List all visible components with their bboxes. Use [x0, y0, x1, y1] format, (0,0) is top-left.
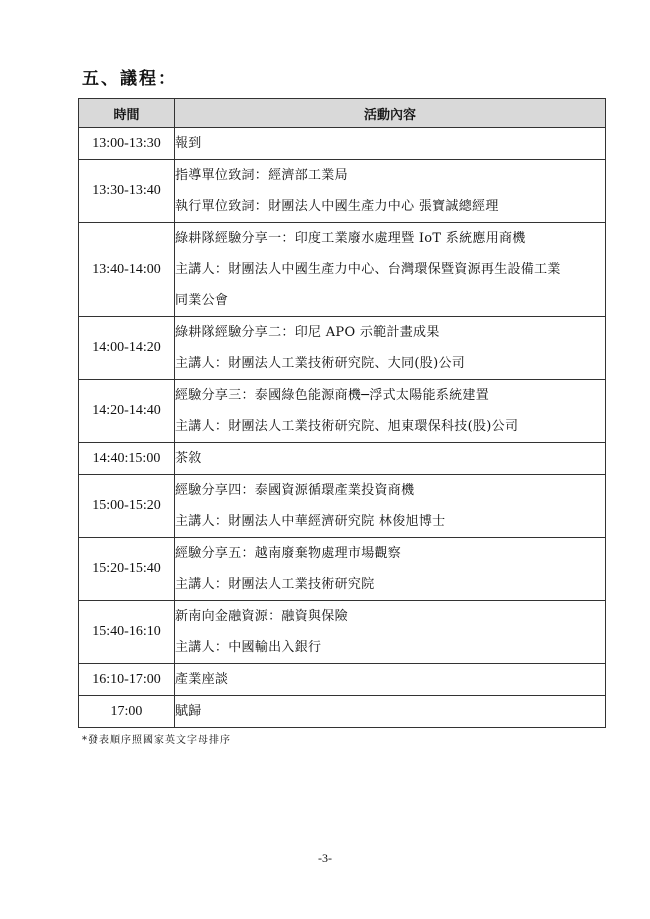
table-row [79, 160, 606, 223]
table-row [79, 380, 606, 443]
table-row [79, 538, 606, 601]
section-heading: 五、議程： [82, 69, 177, 89]
table-row [79, 475, 606, 538]
row-time: 13:00-13:30 [79, 128, 175, 160]
content-line: 茶敘 [175, 451, 202, 466]
content-line: 報到 [175, 136, 202, 151]
footnote: *發表順序照國家英文字母排序 [82, 735, 231, 746]
row-content [175, 160, 606, 223]
content-line: 賦歸 [175, 704, 202, 719]
table-row [79, 601, 606, 664]
content-line: 主講人：財團法人工業技術研究院、旭東環保科技(股)公司 [175, 419, 519, 434]
content-line: 綠耕隊經驗分享一：印度工業廢水處理暨 IoT 系統應用商機 [175, 231, 526, 246]
row-time: 15:40-16:10 [79, 601, 175, 664]
row-content [175, 601, 606, 664]
row-time: 14:40:15:00 [79, 443, 175, 475]
row-time: 14:20-14:40 [79, 380, 175, 443]
row-time: 16:10-17:00 [79, 664, 175, 696]
row-content [175, 475, 606, 538]
content-line: 經驗分享三：泰國綠色能源商機─浮式太陽能系統建置 [175, 388, 490, 403]
content-line: 主講人：中國輸出入銀行 [175, 640, 322, 655]
table-row [79, 317, 606, 380]
row-content [175, 317, 606, 380]
table-row [79, 128, 606, 160]
row-content [175, 664, 606, 696]
content-line: 新南向金融資源：融資與保險 [175, 609, 348, 624]
content-line: 經驗分享四：泰國資源循環產業投資商機 [175, 483, 415, 498]
row-content [175, 128, 606, 160]
header-content: 活動內容 [175, 99, 606, 128]
table-row [79, 443, 606, 475]
content-line: 執行單位致詞：財團法人中國生產力中心 張寶誠總經理 [175, 199, 499, 214]
table-row [79, 664, 606, 696]
row-time: 13:30-13:40 [79, 160, 175, 223]
content-line: 主講人：財團法人工業技術研究院 [175, 577, 375, 592]
page-number: -3- [318, 851, 332, 865]
content-line: 經驗分享五：越南廢棄物處理市場觀察 [175, 546, 402, 561]
row-content [175, 696, 606, 728]
header-time: 時間 [79, 99, 175, 128]
row-time: 14:00-14:20 [79, 317, 175, 380]
table-header-row [79, 99, 606, 128]
row-content [175, 538, 606, 601]
content-line: 主講人：財團法人工業技術研究院、大同(股)公司 [175, 356, 466, 371]
content-line: 指導單位致詞：經濟部工業局 [175, 168, 348, 183]
row-time: 15:20-15:40 [79, 538, 175, 601]
table-row [79, 696, 606, 728]
row-time: 15:00-15:20 [79, 475, 175, 538]
row-content [175, 443, 606, 475]
row-content [175, 223, 606, 317]
agenda-table [78, 98, 606, 728]
content-line: 綠耕隊經驗分享二：印尼 APO 示範計畫成果 [175, 325, 440, 340]
row-content [175, 380, 606, 443]
row-time: 17:00 [79, 696, 175, 728]
content-line: 產業座談 [175, 672, 229, 687]
row-time: 13:40-14:00 [79, 223, 175, 317]
table-row [79, 223, 606, 317]
content-line: 主講人：財團法人中華經濟研究院 林俊旭博士 [175, 514, 446, 529]
content-line: 主講人：財團法人中國生產力中心、台灣環保暨資源再生設備工業 [175, 262, 561, 277]
content-line: 同業公會 [175, 293, 229, 308]
